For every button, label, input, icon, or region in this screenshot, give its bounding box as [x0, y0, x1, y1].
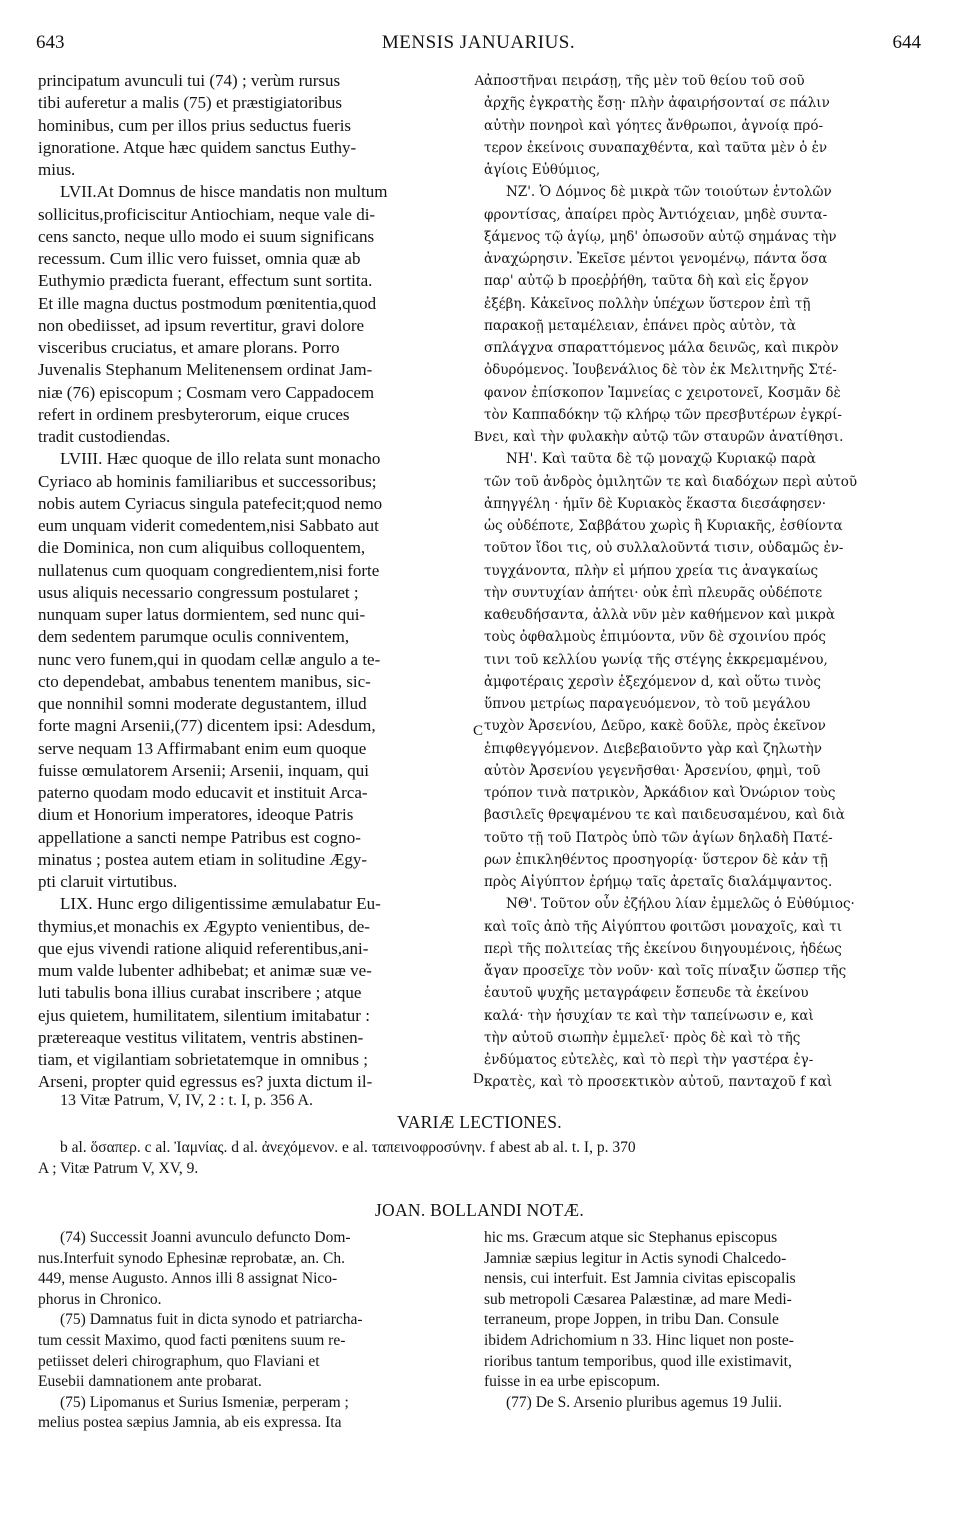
text-line: forte magni Arsenii,(77) dicentem ipsi: Adesdum, [38, 716, 376, 736]
text-line: hominibus, cum per illos prius seductus fueris [38, 115, 352, 135]
text-line: b al. ὅσαπερ. c al. Ἰαμνίας. d al. ἀνεχόμενον. e al. ταπεινοφροσύνην. f abest ab al. t. I, p. 370 [60, 1139, 636, 1156]
text-line: nobis autem Cyriacus singula patefecit;quod nemo [38, 493, 383, 513]
text-line: αὐτὸν Ἀρσενίου γεγενῆσθαι· Ἀρσενίου, φημὶ, τοῦ [484, 762, 821, 779]
text-line: τοῦτο τῇ τοῦ Πατρὸς ὑπὸ τῶν ἁγίων δηλαδὴ Πατέ- [484, 829, 833, 846]
notes-right-column [484, 1228, 924, 1413]
text-line: luti tabulis bona illius curabat inscribere ; atque [38, 983, 362, 1003]
text-line: recessum. Cum illic vero fuisset, omnia quæ ab [38, 249, 361, 268]
text-line: LVII.At Domnus de hisce mandatis non multum [60, 182, 388, 202]
text-line: visceribus cruciatus, et amare plorans. Porro [38, 338, 340, 357]
text-line: σπλάγχνα σπαραττόμενος μάλα δεινῶς, καὶ πικρὸν [484, 340, 839, 356]
text-line: fuisse in ea urbe episcopum. [484, 1373, 661, 1391]
text-line: paterno quodam modo educavit et instituit Arca- [38, 783, 368, 802]
text-line: principatum avunculi tui (74) ; verùm rursus [38, 71, 341, 90]
text-line: νει, καὶ τὴν φυλακὴν αὐτῷ τῶν σταυρῶν ἀνατίθησι. [484, 429, 844, 445]
text-line: die Dominica, non cum aliquibus colloquentem, [38, 538, 366, 558]
text-line: non obediisset, ad ipsum revertitur, gravi dolore [38, 315, 365, 335]
text-line: (75) Damnatus fuit in dicta synodo et patriarcha- [60, 1311, 363, 1329]
text-line: τυχὸν Ἀρσενίου, Δεῦρο, κακὲ δοῦλε, πρὸς ἐκεῖνον [484, 718, 826, 735]
variae-lectiones-title: VARIÆ LECTIONES. [397, 1112, 562, 1132]
text-line: sub metropoli Cæsarea Palæstinæ, ad mare Medi- [484, 1290, 792, 1308]
text-line: καλά· τὴν ἡσυχίαν τε καὶ τὴν ταπείνωσιν e, καὶ [484, 1007, 814, 1024]
text-line: ἄγαν προσεῖχε τὸν νοῦν· καὶ τοῖς πίναξιν ὥσπερ τῆς [484, 963, 847, 979]
text-line: ἀμφοτέραις χερσὶν ἐξεχόμενον d, καὶ οὕτω τινὸς [484, 673, 821, 690]
text-line: Juvenalis Stephanum Melitenensem ordinat Jam- [38, 360, 373, 380]
text-line: nullatenus cum quoquam congredientem,nisi forte [38, 560, 380, 580]
text-line: ΝΘ'. Τοῦτον οὖν ἐζήλου λίαν ἐμμελῶς ὁ Εὐθύμιος· [506, 896, 855, 913]
text-line: ΝΖ'. Ὁ Δόμνος δὲ μικρὰ τῶν τοιούτων ἐντολῶν [506, 184, 832, 201]
text-line: nunc vero funem,qui in quodam cellæ angulo a te- [38, 649, 381, 669]
text-line: refert in ordinem presbyterorum, eique cruces [38, 404, 350, 424]
footnote-13: 13 Vitæ Patrum, V, IV, 2 : t. I, p. 356 A. [60, 1092, 313, 1109]
running-title: MENSIS JANUARIUS. [381, 32, 576, 53]
text-line: τὸν Καππαδόκην τῷ κλήρῳ τῶν πρεσβυτέρων ἐγκρί- [484, 406, 842, 423]
text-line: βασιλεῖς θρεψαμένου τε καὶ παιδευσαμένου, καὶ διὰ [484, 807, 845, 824]
text-line: serve nequam 13 Affirmabant enim eum quoque [38, 738, 367, 758]
text-line: τερον ἐκείνοις συναπαχθέντα, καὶ ταῦτα μὲν ὁ ἐν [484, 139, 828, 156]
text-line: LIX. Hunc ergo diligentissime æmulabatur Eu- [60, 894, 381, 914]
text-line: dem sedentem parumque oculis conniventem, [38, 627, 350, 647]
notes-left-column [38, 1228, 470, 1434]
text-line: que nonnihil somni moderate degustantem, illud [38, 694, 367, 713]
text-line: cto dependebat, ambabus tenentem manibus, sic- [38, 671, 371, 691]
page-header [36, 32, 921, 58]
page-number-right: 644 [892, 32, 921, 53]
text-line: ἐνδύματος εὐτελὲς, καὶ τὸ περὶ τὴν γαστέρα ἐγ- [484, 1052, 814, 1068]
column-marker-a: A [474, 73, 485, 89]
text-line: eum unquam viderit comedentem,nisi Sabbato aut [38, 516, 379, 535]
text-line: ξάμενος τῷ ἁγίῳ, μηδ' ὁπωσοῦν αὐτῷ σημάνας τὴν [484, 228, 837, 245]
text-line: τοὺς ὀφθαλμοὺς ἐπιμύοντα, νῦν δὲ σχοινίου πρός [484, 629, 826, 646]
text-line: (74) Successit Joanni avunculo defuncto Dom- [60, 1229, 351, 1246]
text-line: Et ille magna ductus postmodum pœnitentia,quod [38, 293, 377, 313]
text-line: tibi auferetur a malis (75) et præstigiatoribus [38, 93, 343, 113]
text-line: nensis, cui interfuit. Est Jamnia civitas episcopalis [484, 1270, 796, 1288]
text-line: τινι τοῦ κελλίου γωνίᾳ τῆς στέγης ἐκκρεμαμένου, [484, 651, 828, 668]
text-line: thymius,et monachis ex Ægypto venientibus, de- [38, 916, 370, 936]
text-line: A ; Vitæ Patrum V, XV, 9. [38, 1160, 199, 1177]
text-line: φανον ἐπίσκοπον Ἰαμνείας c χειροτονεῖ, Κοσμᾶν δὲ [484, 384, 841, 401]
text-line: ἁγίοις Εὐθύμιος, [484, 162, 601, 178]
text-line: nus.Interfuit synodo Ephesinæ reprobatæ, an. Ch. [38, 1249, 345, 1267]
text-line: καὶ τοῖς ἀπὸ τῆς Αἰγύπτου φοιτῶσι μοναχοῖς, καὶ τι [484, 918, 843, 935]
greek-column [484, 70, 924, 1094]
text-line: ὀδυρόμενος. Ἰουβενάλιος δὲ τὸν ἐκ Μελιτηνῆς Στέ- [484, 362, 837, 379]
column-marker-c: C [473, 723, 484, 739]
latin-column [38, 70, 470, 1094]
text-line: ejus quietem, humilitatem, silentium imitabatur : [38, 1005, 370, 1025]
text-line: tiam, et vigilantiam sobrietatemque in omnibus ; [38, 1050, 369, 1069]
text-line: ρων ἐπικληθέντος προσηγορίᾳ· ὕστερον δὲ κἀν τῇ [484, 851, 828, 868]
text-line: nunquam super latus dormientem, sed nunc qui- [38, 605, 366, 624]
text-line: ὕπνου μετρίως παραγευόμενον, τὸ τοῦ μεγάλου [484, 696, 811, 712]
text-line: αὐτὴν πονηροὶ καὶ γόητες ἄνθρωποι, ἀγνοίᾳ πρό- [484, 117, 824, 134]
text-line: minatus ; postea autem etiam in solitudine Ægy- [38, 849, 368, 869]
column-marker-b: B [474, 429, 485, 445]
text-line: prætereaque vestitus vilitatem, ventris abstinen- [38, 1027, 364, 1047]
text-line: τῶν τοῦ ἀνδρὸς ὁμιλητῶν τε καὶ διαδόχων περὶ αὐτοῦ [484, 473, 858, 490]
text-line: παρ' αὐτῷ b προεῤῥήθη, ταῦτα δὴ καὶ εἰς ἔργον [484, 273, 809, 290]
text-line: Euthymio prædicta fuerant, effectum sunt sortita. [38, 271, 373, 291]
text-line: petiisset deleri chirographum, quo Flaviani et [38, 1352, 320, 1370]
text-line: Jamniæ sæpius legitur in Actis synodi Chalcedo- [484, 1249, 787, 1267]
text-line: dium et Honorium imperatores, ideoque Patris [38, 805, 354, 825]
text-line: 449, mense Augusto. Annos illi 8 assignat Nico- [38, 1270, 338, 1288]
text-line: καθευδήσαντα, ἀλλὰ νῦν μὲν καθήμενον καὶ μικρὰ [484, 607, 835, 623]
text-line: hic ms. Græcum atque sic Stephanus episcopus [484, 1229, 778, 1246]
text-line: ibidem Adrichomium n 33. Hinc liquet non poste- [484, 1331, 794, 1349]
text-line: rioribus tantum temporibus, quod ille existimavit, [484, 1352, 792, 1370]
text-line: fuisse œmulatorem Arsenii; Arsenii, inquam, qui [38, 760, 369, 780]
page-number-left: 643 [36, 32, 65, 53]
text-line: niæ (76) episcopum ; Cosmam vero Cappadocem [38, 382, 375, 402]
variae-lectiones [38, 1137, 928, 1179]
text-line: ἀρχῆς ἐγκρατὴς ἔσῃ· πλὴν ἀφαιρήσονταί σε πάλιν [484, 95, 830, 112]
text-line: mius. [38, 160, 76, 179]
text-line: Cyriaco ab hominis familiaribus et successoribus; [38, 471, 377, 491]
text-line: ὡς οὐδέποτε, Σαββάτου χωρὶς ἢ Κυριακῆς, ἐσθίοντα [484, 518, 843, 534]
column-marker-d: D [473, 1071, 484, 1087]
text-line: ἐξέβη. Κἀκεῖνος πολλὴν ὑπέχων ὕστερον ἐπὶ τῇ [484, 295, 811, 312]
text-line: appellatione a sancti nempe Patribus est cogno- [38, 827, 361, 847]
text-line: Arseni, propter quid egressus es? juxta dictum il- [38, 1072, 373, 1092]
text-line: ἀποστῆναι πειράσῃ, τῆς μὲν τοῦ θείου τοῦ σοῦ [484, 73, 805, 89]
text-line: παρακοῇ μεταμέλειαν, ἐπάνει πρὸς αὐτὸν, τὰ [484, 317, 796, 334]
text-line: Eusebii damnationem ante probarat. [38, 1373, 262, 1391]
text-line: περὶ τῆς πολιτείας τῆς ἐκείνου διηγουμένοις, ἡδέως [484, 940, 842, 957]
text-line: τρόπον τινὰ πατρικὸν, Ἀρκάδιον καὶ Ὀνώριον τοὺς [484, 785, 836, 801]
text-line: (77) De S. Arsenio pluribus agemus 19 Julii. [506, 1393, 782, 1411]
text-line: phorus in Chronico. [38, 1290, 162, 1308]
text-line: tum cessit Maximo, quod facti pœnitens suum re- [38, 1331, 346, 1349]
text-line: πρὸς Αἰγύπτον ἐρήμῳ ταῖς ἀρεταῖς διαλάμψαντος. [484, 874, 833, 890]
text-line: ἀπηγγέλη · ἡμῖν δὲ Κυριακὸς ἕκαστα διεσάφησεν· [484, 495, 826, 512]
text-line: ἑαυτοῦ ψυχῆς μεταγράφειν ἔσπευδε τὰ ἐκείνου [484, 985, 809, 1002]
text-line: LVIII. Hæc quoque de illo relata sunt monacho [60, 449, 381, 469]
text-line: terraneum, prope Joppen, in tribu Dan. Consule [484, 1311, 779, 1329]
text-line: (75) Lipomanus et Surius Ismeniæ, perperam ; [60, 1393, 349, 1411]
text-line: tradit custodiendas. [38, 427, 171, 446]
text-line: τυγχάνοντα, πλὴν εἰ μήπου χρεία τις ἀναγκαίως [484, 562, 819, 579]
text-line: τοῦτον ἴδοι τις, οὐ συλλαλοῦντά τισιν, οὐδαμῶς ἐν- [484, 540, 844, 557]
text-line: ἐπιφθεγγόμενον. Διεβεβαιοῦντο γὰρ καὶ ζηλωτὴν [484, 740, 822, 757]
text-line: ignoratione. Atque hæc quidem sanctus Euthy- [38, 137, 357, 157]
text-line: usus aliquis necessario congressum postularet ; [38, 582, 359, 602]
text-line: cens sancto, neque ullo modo ei suum significans [38, 226, 375, 246]
text-line: φροντίσας, ἀπαίρει πρὸς Ἀντιόχειαν, μηδὲ συντα- [484, 206, 828, 223]
text-line: mum valde lubenter adhibebat; et animæ suæ ve- [38, 961, 372, 980]
text-line: ἀναχώρησιν. Ἐκεῖσε μέντοι γενομένῳ, πάντα ὅσα [484, 251, 828, 267]
text-line: melius postea sæpius Jamnia, ab eis expressa. Ita [38, 1414, 342, 1432]
text-line: τὴν αὐτοῦ σιωπὴν ἐμμελεῖ· πρὸς δὲ καὶ τὸ τῆς [484, 1029, 801, 1046]
text-line: κρατὲς, καὶ τὸ προσεκτικὸν αὐτοῦ, πανταχοῦ f καὶ [484, 1074, 833, 1091]
bollandi-notae-title: JOAN. BOLLANDI NOTÆ. [374, 1200, 585, 1220]
text-line: pti claruit virtutibus. [38, 872, 178, 891]
text-line: ΝΗ'. Καὶ ταῦτα δὲ τῷ μοναχῷ Κυριακῷ παρὰ [506, 451, 816, 468]
text-line: sollicitus,proficiscitur Antiochiam, neque vale di- [38, 204, 376, 224]
text-line: que ejus vivendi ratione aliquid referentibus,ani- [38, 938, 369, 958]
text-line: τὴν συντυχίαν ἀπήτει· οὐκ ἐπὶ πλευρᾶς οὐδέποτε [484, 584, 823, 601]
